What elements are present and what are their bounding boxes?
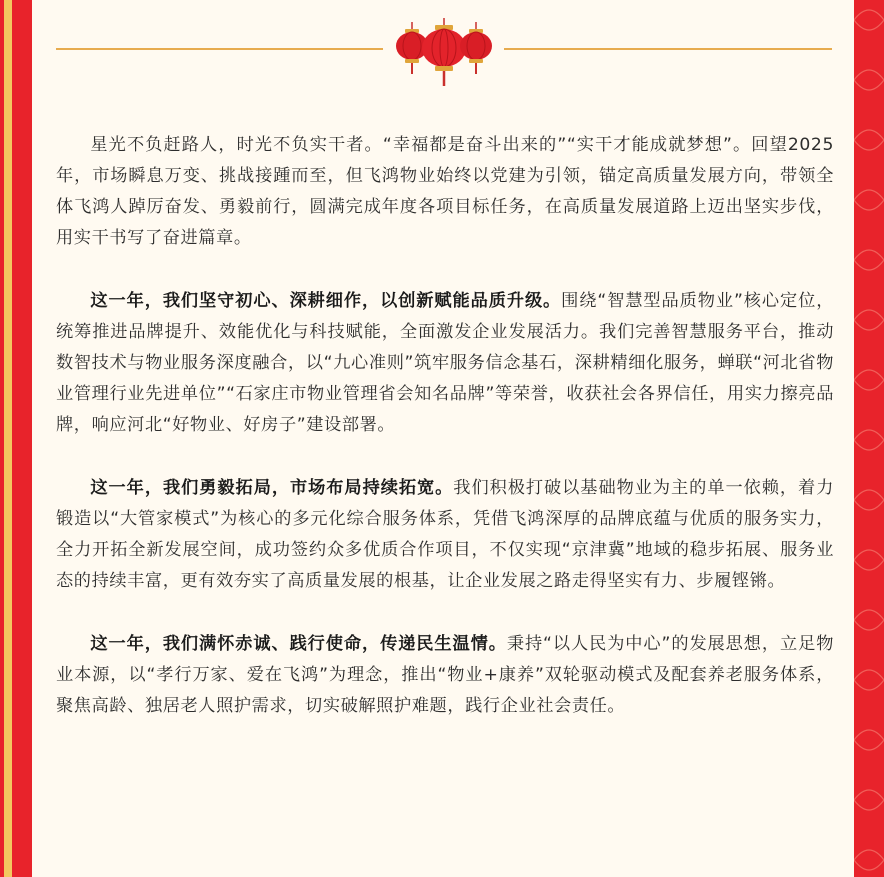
divider-left [56,48,383,50]
paragraph-body: 我们积极打破以基础物业为主的单一依赖，着力锻造以“大管家模式”为核心的多元化综合服务体系，凭借飞鸿深厚的品牌底蕴与优质的服务实力，全力开拓全新发展空间，成功签约众多优质合作项目，不仅实现“京津冀”地域的稳步拓展、服务业态的持续丰富，更有效夯实了高质量发展的根基，让企业发展之路走得坚实有力、步履铿锵。 [56,478,834,591]
article-body [56,130,834,754]
paragraph-lead: 这一年，我们坚守初心、深耕细作，以创新赋能品质升级。 [90,291,562,311]
paragraph-body: 围绕“智慧型品质物业”核心定位，统筹推进品牌提升、效能优化与科技赋能，全面激发企业发展活力。我们完善智慧服务平台，推动数智技术与物业服务深度融合，以“九心准则”筑牢服务信念基石，深耕精细化服务，蝉联“河北省物业管理行业先进单位”“石家庄市物业管理省会知名品牌”等荣誉，收获社会各界信任，用实力擦亮品牌，响应河北“好物业、好房子”建设部署。 [56,291,834,435]
left-gold-stripe [4,0,12,877]
red-lanterns-icon [390,18,498,88]
paragraph [56,629,834,722]
paragraph-lead: 这一年，我们勇毅拓局，市场布局持续拓宽。 [90,478,454,498]
paragraph [56,286,834,441]
divider-right [504,48,832,50]
right-frame [854,0,884,877]
cloud-pattern-icon [854,0,884,877]
left-frame [0,0,32,877]
article-paper [32,0,854,877]
paragraph-body: 星光不负赶路人，时光不负实干者。“幸福都是奋斗出来的”“实干才能成就梦想”。回望2025年，市场瞬息万变、挑战接踵而至，但飞鸿物业始终以党建为引领，锚定高质量发展方向，带领全体飞鸿人踔厉奋发、勇毅前行，圆满完成年度各项目标任务，在高质量发展道路上迈出坚实步伐，用实干书写了奋进篇章。 [56,135,834,248]
paragraph [56,473,834,597]
paragraph-body: 秉持“以人民为中心”的发展思想，立足物业本源，以“孝行万家、爱在飞鸿”为理念，推出“物业+康养”双轮驱动模式及配套养老服务体系，聚焦高龄、独居老人照护需求，切实破解照护难题，践行企业社会责任。 [56,634,834,716]
paragraph-lead: 这一年，我们满怀赤诚、践行使命，传递民生温情。 [90,634,507,654]
paragraph [56,130,834,254]
